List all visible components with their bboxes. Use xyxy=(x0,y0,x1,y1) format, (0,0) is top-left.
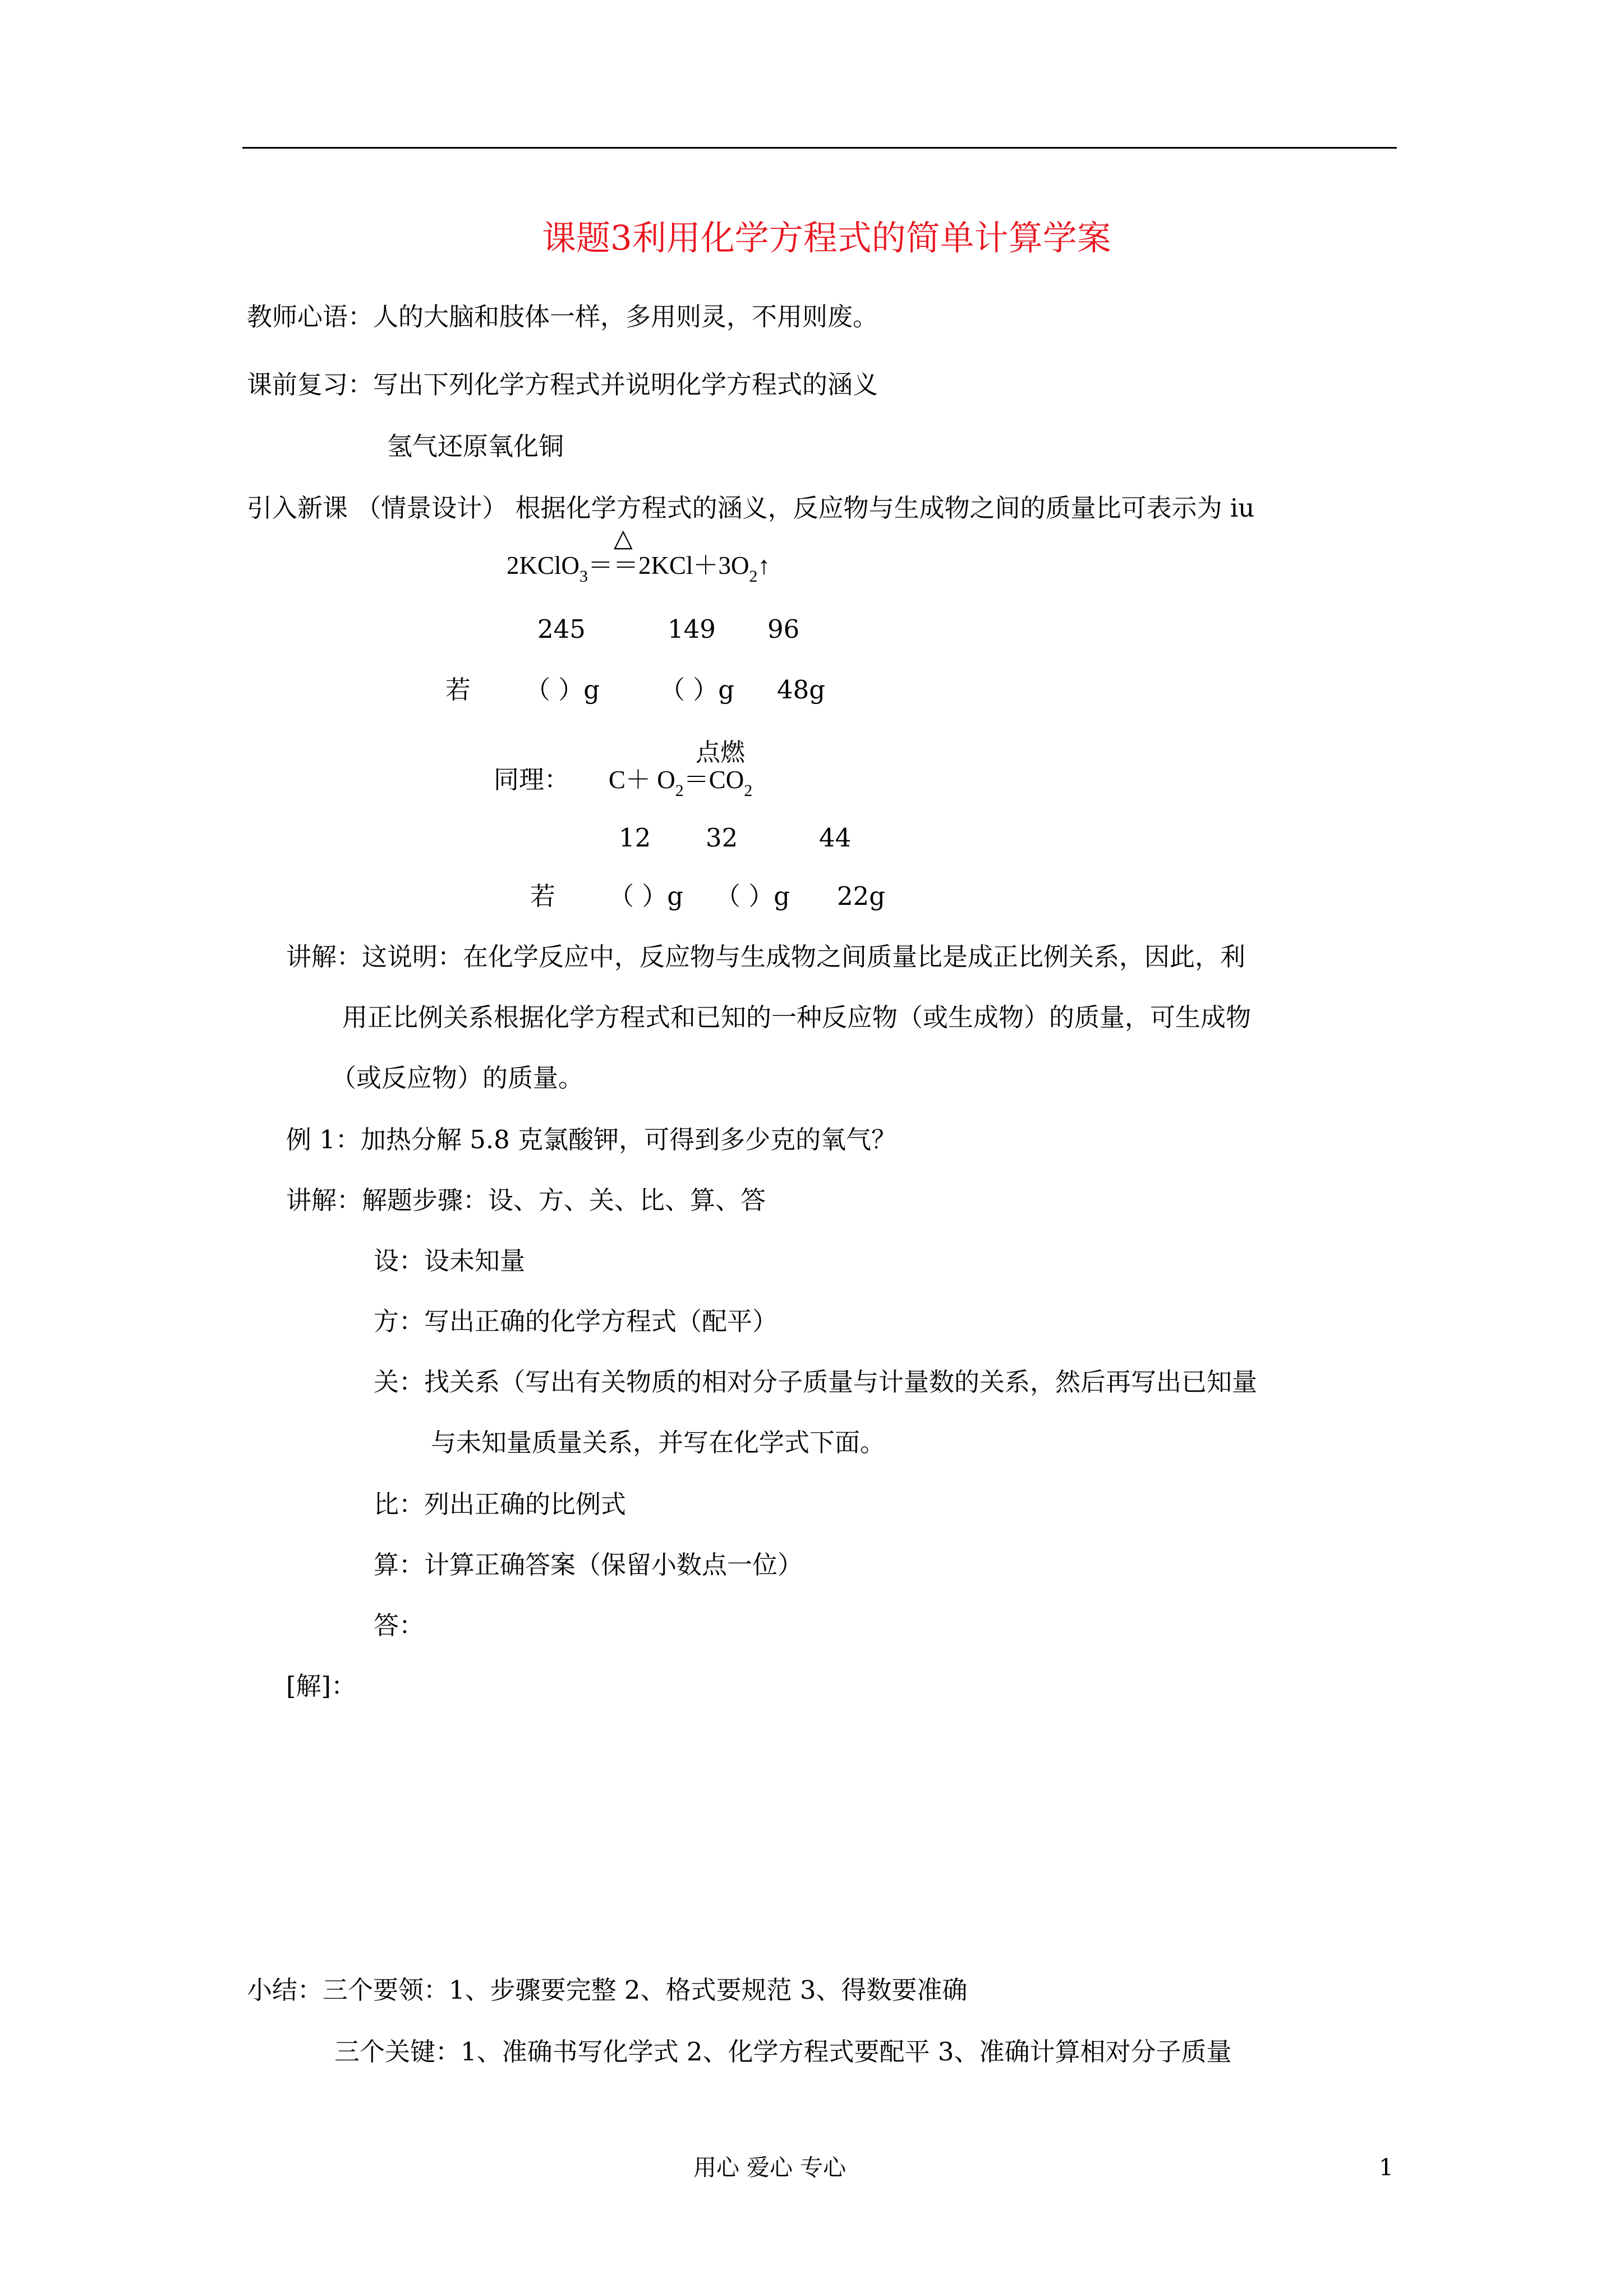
step-item: 关：找关系（写出有关物质的相对分子质量与计量数的关系，然后再写出已知量 xyxy=(374,1367,1258,1397)
step-item: 比：列出正确的比例式 xyxy=(374,1489,627,1519)
review-line: 课前复习：写出下列化学方程式并说明化学方程式的涵义 xyxy=(247,370,878,399)
eq2-equals: ＝ xyxy=(683,766,709,794)
steps-intro: 讲解：解题步骤：设、方、关、比、算、答 xyxy=(286,1185,766,1215)
eq1-given-mass: 48g xyxy=(777,675,826,705)
gas-arrow-icon: ↑ xyxy=(757,551,771,579)
eq1-blank: （ ）g xyxy=(525,675,600,705)
step-item: 设：设未知量 xyxy=(374,1246,526,1276)
eq2-label: 同理： xyxy=(494,765,570,794)
ignite-condition: 点燃 xyxy=(696,738,745,767)
eq2-given-mass: 22g xyxy=(837,881,886,911)
explain-line: （或反应物）的质量。 xyxy=(331,1063,584,1093)
eq2-mass: 44 xyxy=(819,823,852,853)
header-rule xyxy=(242,147,1397,149)
eq2-product-subscript: 2 xyxy=(744,781,753,800)
footer-motto: 用心 爱心 专心 xyxy=(693,2154,846,2181)
step-item-continued: 与未知量质量关系，并写在化学式下面。 xyxy=(431,1428,886,1457)
explain-line: 用正比例关系根据化学方程式和已知的一种反应物（或生成物）的质量，可生成物 xyxy=(342,1002,1252,1032)
teacher-words: 教师心语：人的大脑和肢体一样，多用则灵，不用则废。 xyxy=(247,302,878,332)
eq1-mass: 245 xyxy=(537,614,586,644)
eq1-mass: 149 xyxy=(668,614,716,644)
eq2-mass: 12 xyxy=(619,823,651,853)
eq1-product-subscript: 2 xyxy=(749,567,758,586)
eq1-mass: 96 xyxy=(767,614,800,644)
eq2-reactants: C＋ O xyxy=(609,766,675,794)
eq1-blank: （ ）g xyxy=(660,675,735,705)
summary-line: 三个关键：1、准确书写化学式 2、化学方程式要配平 3、准确计算相对分子质量 xyxy=(334,2037,1232,2067)
example-1: 例 1：加热分解 5.8 克氯酸钾，可得到多少克的氧气？ xyxy=(286,1125,897,1154)
eq1-products: 2KCl＋3O xyxy=(638,551,749,579)
eq2-if-label: 若 xyxy=(530,881,556,911)
eq1-reactant-subscript: 3 xyxy=(579,567,588,586)
eq1-reactant: 2KClO xyxy=(507,551,580,579)
eq2-blank: （ ）g xyxy=(609,881,684,911)
intro-line: 引入新课 （情景设计） 根据化学方程式的涵义，反应物与生成物之间的质量比可表示为 iu xyxy=(247,493,1255,523)
summary-line: 小结：三个要领：1、步骤要完整 2、格式要规范 3、得数要准确 xyxy=(247,1975,968,2005)
step-item: 算：计算正确答案（保留小数点一位） xyxy=(374,1550,803,1580)
page-number: 1 xyxy=(1379,2154,1394,2181)
eq1-if-label: 若 xyxy=(445,675,471,705)
review-task: 氢气还原氧化铜 xyxy=(387,431,564,461)
equation-1 xyxy=(507,549,770,586)
step-item: 方：写出正确的化学方程式（配平） xyxy=(374,1306,778,1336)
eq2-mass: 32 xyxy=(706,823,738,853)
step-item: 答： xyxy=(374,1611,425,1640)
equation-2 xyxy=(609,763,752,800)
eq2-reactant-subscript: 2 xyxy=(675,781,684,800)
eq1-equals: ＝＝ xyxy=(588,551,639,579)
heat-condition-icon: △ xyxy=(614,524,633,553)
solution-label: [解]： xyxy=(286,1671,357,1701)
page-title: 课题3利用化学方程式的简单计算学案 xyxy=(542,218,1111,258)
explain-line: 讲解：这说明：在化学反应中，反应物与生成物之间质量比是成正比例关系，因此，利 xyxy=(286,942,1246,972)
eq2-blank: （ ）g xyxy=(715,881,790,911)
eq2-product: CO xyxy=(709,766,744,794)
